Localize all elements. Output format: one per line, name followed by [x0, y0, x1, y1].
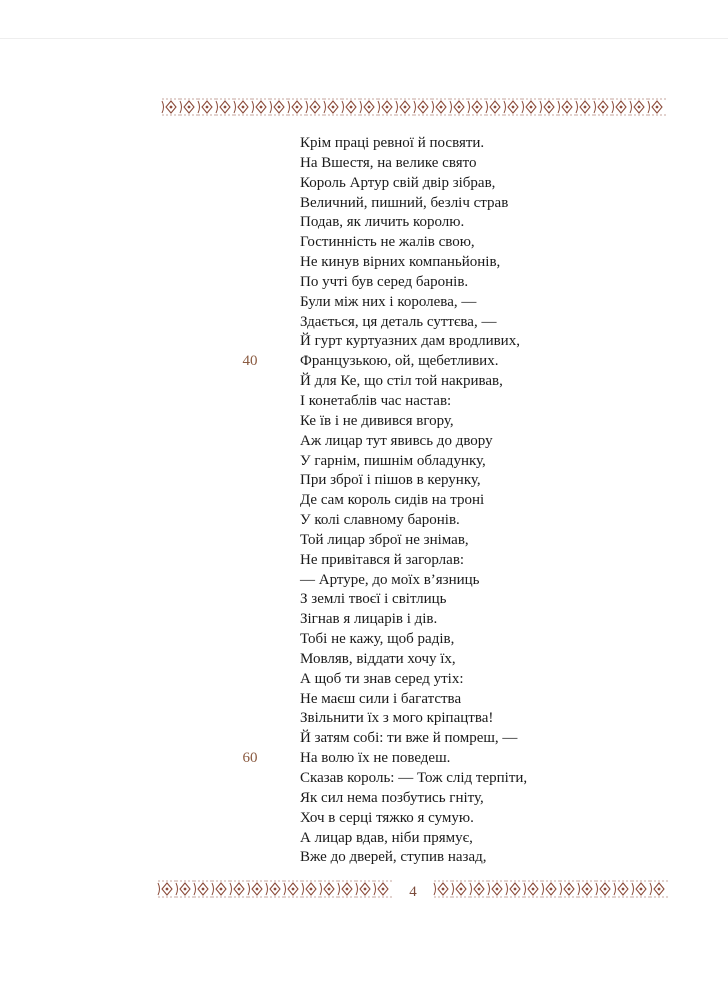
verse-line: Гостинність не жалів свою, [300, 234, 475, 251]
ornament-motif [158, 881, 176, 897]
ornament-motif [432, 99, 450, 115]
ornament-motif [578, 881, 596, 897]
ornament-motif [648, 99, 666, 115]
ornament-pattern [429, 880, 673, 898]
ornament-motif [266, 881, 284, 897]
line-number-40: 40 [242, 353, 258, 370]
poem-verses [300, 134, 527, 868]
ornament-motif [288, 99, 306, 115]
verse-line: Не привітався й загорлав: [300, 551, 465, 568]
ornament-motif [176, 881, 194, 897]
ornament-motif [230, 881, 248, 897]
verse-line: По учті був серед баронів. [300, 273, 469, 290]
verse-line: — Артуре, до моїх в’язниць [300, 571, 480, 588]
verse-line: У колі славному баронів. [300, 512, 460, 529]
ornament-motif [650, 881, 668, 897]
verse-line: Ке їв і не дивився вгору, [300, 412, 454, 429]
ornament-motif [524, 881, 542, 897]
verse-line: Величний, пишний, безліч страв [300, 194, 509, 211]
ornament-motif [270, 99, 288, 115]
ornament-motif [212, 881, 230, 897]
verse-line: Й гурт куртуазних дам вродливих, [300, 333, 520, 350]
verse-line: Не маєш сили і багатства [300, 690, 462, 707]
verse-line: Сказав король: — Тож слід терпіти, [300, 770, 528, 786]
verse-line: Й для Ке, що стіл той накривав, [300, 373, 503, 390]
verse-line: Вже до дверей, ступив назад, [300, 849, 487, 866]
verse-line: Крім праці ревної й посвяти. [300, 135, 485, 151]
ornament-motif [284, 881, 302, 897]
ornament-motif [306, 99, 324, 115]
ornament-motif [378, 99, 396, 115]
ornament-motif [356, 881, 374, 897]
ornament-motif [302, 881, 320, 897]
verse-line: Звільнити їх з мого кріпацтва! [300, 710, 494, 727]
verse-line: При зброї і пішов в керунку, [300, 472, 481, 489]
ornament-motif [180, 99, 198, 115]
verse-line: Були між них і королева, — [300, 293, 477, 310]
verse-line: Король Артур свій двір зібрав, [300, 174, 496, 191]
line-number-60: 60 [242, 750, 258, 767]
ornament-border-bottom-left [155, 880, 395, 898]
ornament-motif [632, 881, 650, 897]
verse-line: Як сил нема позбутись гніту, [300, 789, 484, 806]
verse-line: Тобі не кажу, щоб радів, [300, 631, 455, 648]
ornament-motif [320, 881, 338, 897]
ornament-motif [558, 99, 576, 115]
ornament-motif [594, 99, 612, 115]
ornament-motif [434, 881, 452, 897]
ornament-motif [596, 881, 614, 897]
verse-line: Аж лицар тут явивсь до двору [300, 432, 493, 449]
verse-line: Не кинув вірних компаньйонів, [300, 254, 501, 271]
ornament-pattern [155, 880, 395, 898]
page-number: 4 [409, 884, 417, 900]
ornament-motif [542, 881, 560, 897]
ornament-motif [198, 99, 216, 115]
ornament-motif [360, 99, 378, 115]
verse-line: На волю їх не поведеш. [300, 750, 451, 767]
verse-line: Французькою, ой, щебетливих. [300, 353, 499, 370]
verse-line: Де сам король сидів на троні [300, 492, 485, 509]
ornament-motif [252, 99, 270, 115]
verse-line: Хоч в серці тяжко я сумую. [300, 809, 474, 826]
verse-line: Подав, як личить королю. [300, 214, 465, 231]
ornament-motif [342, 99, 360, 115]
verse-line: А лицар вдав, ніби прямує, [300, 829, 473, 846]
ornament-motif [560, 881, 578, 897]
verse-line: З землі твоєї і світлиць [300, 591, 447, 608]
ornament-motif [540, 99, 558, 115]
ornament-motif [374, 881, 392, 897]
ornament-border-top [155, 98, 673, 116]
ornament-border-bottom-right [429, 880, 673, 898]
verse-line: Й затям собі: ти вже й помреш, — [300, 730, 518, 747]
verse-line: І конетаблів час настав: [300, 392, 452, 409]
ornament-motif [504, 99, 522, 115]
verse-line: Той лицар зброї не знімав, [300, 531, 469, 548]
ornament-motif [468, 99, 486, 115]
ornament-motif [630, 99, 648, 115]
verse-line: А щоб ти знав серед утіх: [300, 670, 464, 687]
verse-line: На Вшестя, на велике свято [300, 154, 477, 171]
ornament-motif [488, 881, 506, 897]
ornament-motif [248, 881, 266, 897]
ornament-motif [614, 881, 632, 897]
ornament-motif [234, 99, 252, 115]
ornament-pattern [155, 98, 673, 116]
verse-line: Зігнав я лицарів і дів. [300, 611, 438, 628]
ornament-motif [522, 99, 540, 115]
ornament-motif [612, 99, 630, 115]
ornament-motif [414, 99, 432, 115]
verse-line: Мовляв, віддати хочу їх, [300, 650, 456, 667]
page-top-rule [0, 38, 728, 39]
ornament-motif [194, 881, 212, 897]
ornament-motif [216, 99, 234, 115]
ornament-motif [162, 99, 180, 115]
ornament-motif [576, 99, 594, 115]
ornament-motif [324, 99, 342, 115]
ornament-motif [452, 881, 470, 897]
ornament-motif [396, 99, 414, 115]
ornament-motif [486, 99, 504, 115]
ornament-motif [338, 881, 356, 897]
ornament-motif [470, 881, 488, 897]
ornament-motif [506, 881, 524, 897]
verse-line: У гарнім, пишнім обладунку, [300, 452, 486, 469]
ornament-motif [450, 99, 468, 115]
verse-line: Здається, ця деталь суттєва, — [300, 313, 497, 330]
